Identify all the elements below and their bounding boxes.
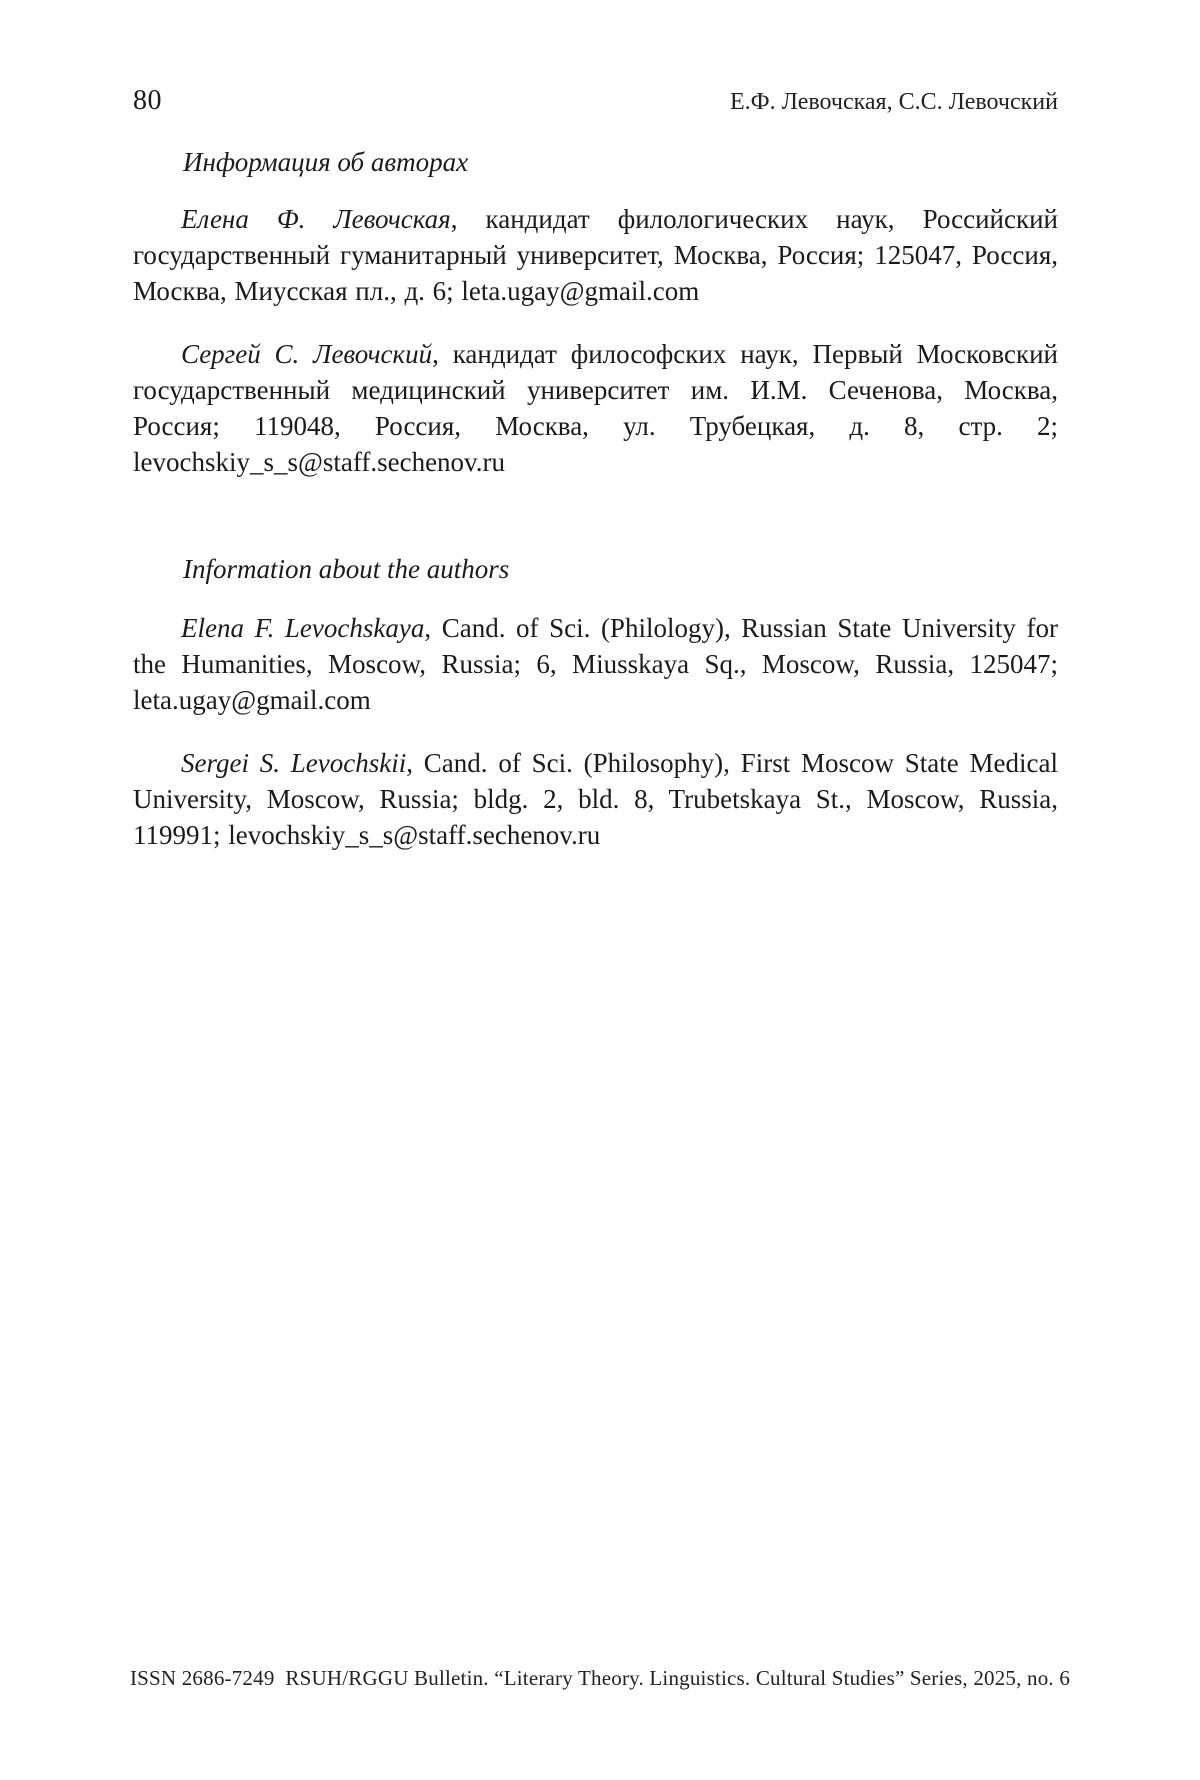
ru-author-name-elena: Елена Ф. Левочская xyxy=(181,204,451,234)
en-author-name-sergei: Sergei S. Levochskii xyxy=(181,748,407,778)
ru-author-details-elena: , кандидат филологических наук, Российский государственный гуманитарный университет, Москва, Россия; 125047, Россия, Москва, Миусская пл., д. 6; leta.ugay@gmail.com xyxy=(133,204,1058,306)
en-author-details-sergei: , Cand. of Sci. (Philosophy), First Moscow State Medical University, Moscow, Russia; bldg. 2, bld. 8, Trubetskaya St., Moscow, Russia, 119991; levochskiy_s_s@staff.sechenov.ru xyxy=(133,748,1058,850)
ru-author-paragraph-elena xyxy=(133,201,1058,309)
ru-author-paragraph-sergei xyxy=(133,336,1058,480)
page-header xyxy=(133,85,1058,115)
page-content xyxy=(133,85,1058,880)
en-section-heading: Information about the authors xyxy=(183,554,510,584)
ru-section-heading: Информация об авторах xyxy=(183,147,469,177)
page-number: 80 xyxy=(133,85,162,116)
en-author-paragraph-elena xyxy=(133,610,1058,718)
running-head-authors: Е.Ф. Левочская, С.С. Левочский xyxy=(729,89,1058,115)
footer-issn-line: ISSN 2686-7249 RSUH/RGGU Bulletin. “Literary Theory. Linguistics. Cultural Studies” Series, 2025, no. 6 xyxy=(129,1666,1071,1690)
ru-author-details-sergei: , кандидат философских наук, Первый Московский государственный медицинский университет им. И.М. Сеченова, Москва, Россия; 119048, Россия, Москва, ул. Трубецкая, д. 8, стр. 2; levochskiy_s_s@staff.sechenov.ru xyxy=(133,339,1058,477)
en-author-details-elena: , Cand. of Sci. (Philology), Russian State University for the Humanities, Moscow, Russia; 6, Miusskaya Sq., Moscow, Russia, 125047; leta.ugay@gmail.com xyxy=(133,613,1058,715)
ru-author-name-sergei: Сергей С. Левочский xyxy=(181,339,433,369)
en-author-paragraph-sergei xyxy=(133,745,1058,853)
en-author-name-elena: Elena F. Levochskaya xyxy=(181,613,425,643)
